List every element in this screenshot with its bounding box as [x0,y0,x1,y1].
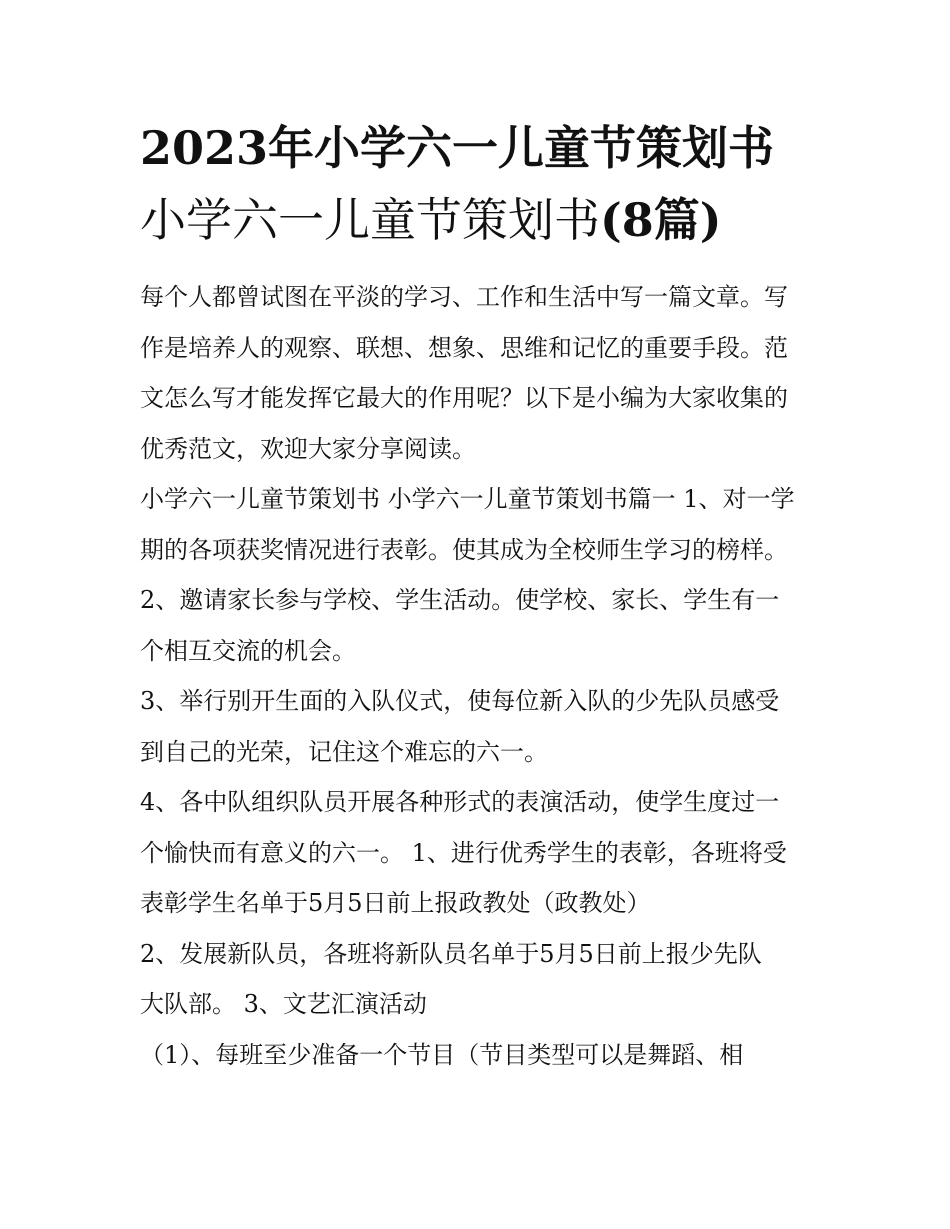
text-line: 2、发展新队员，各班将新队员名单于5月5日前上报少先队 [140,939,762,968]
text-line: 到自己的光荣，记住这个难忘的六一。 [140,737,548,766]
text-line: 个相互交流的机会。 [140,636,356,665]
title-line-2-suffix: (8篇) [600,193,722,247]
title-line-1: 2023年小学六一儿童节策划书 [140,121,775,175]
paragraph-item-5 [140,929,830,1030]
text-line: 每个人都曾试图在平淡的学习、工作和生活中写一篇文章。写 [140,283,788,311]
paragraph-intro [140,272,830,474]
text-line: 文怎么写才能发挥它最大的作用呢？以下是小编为大家收集的 [140,384,788,412]
text-line: （1）、每班至少准备一个节目（节目类型可以是舞蹈、相 [140,1040,744,1069]
text-line: 4、各中队组织队员开展各种形式的表演活动，使学生度过一 [140,788,780,816]
paragraph-item-3 [140,676,830,777]
title-line-2 [140,184,830,256]
paragraph-item-2 [140,575,830,676]
document-body [140,112,830,1080]
text-line: 小学六一儿童节策划书 小学六一儿童节策划书篇一 1、对一学 [140,485,795,513]
title-line-2-main: 小学六一儿童节策划书 [140,193,600,247]
text-line: 作是培养人的观察、联想、想象、思维和记忆的重要手段。范 [140,333,788,362]
paragraph-item-4 [140,777,830,929]
text-line: 2、邀请家长参与学校、学生活动。使学校、家长、学生有一 [140,586,780,614]
paragraph-item-6 [140,1030,830,1081]
document-content [140,272,830,1080]
document-title [140,112,830,256]
text-line: 个愉快而有意义的六一。 1、进行优秀学生的表彰，各班将受 [140,838,787,867]
text-line: 表彰学生名单于5月5日前上报政教处（政教处） [140,889,651,917]
text-line: 3、举行别开生面的入队仪式，使每位新入队的少先队员感受 [140,687,780,715]
paragraph-item-1 [140,474,830,575]
text-line: 期的各项获奖情况进行表彰。使其成为全校师生学习的榜样。 [140,535,788,564]
text-line: 优秀范文，欢迎大家分享阅读。 [140,434,476,463]
text-line: 大队部。 3、文艺汇演活动 [140,990,427,1018]
